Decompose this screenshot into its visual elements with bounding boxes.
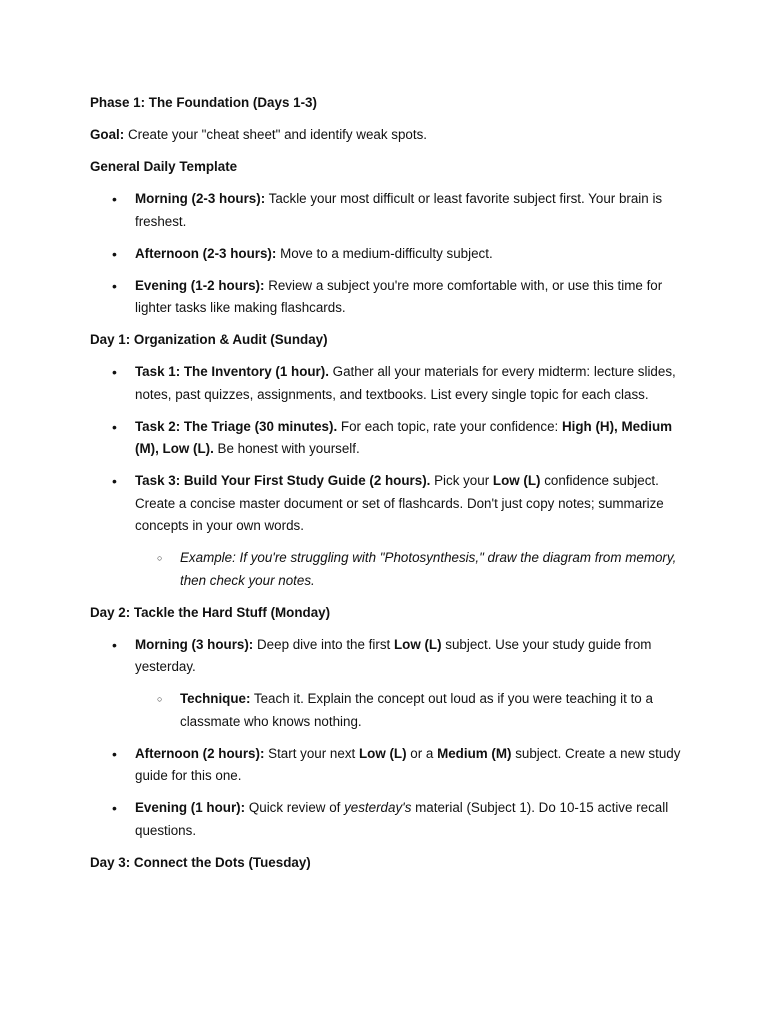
list-item [90, 634, 690, 734]
task3-text: Pick your [430, 473, 493, 488]
day2-list [90, 634, 690, 843]
task1-text: Gather all your materials for every midterm: lecture slides, notes, past quizzes, assignments, and textbooks. List every single topic for each class. [135, 364, 676, 402]
task1-label: Task 1: The Inventory (1 hour). [135, 364, 329, 379]
list-item [90, 361, 690, 406]
task2-text-end: Be honest with yourself. [213, 441, 360, 456]
list-item [90, 797, 690, 842]
item-text: Tackle your most difficult or least favorite subject first. Your brain is freshest. [135, 191, 663, 229]
example-text: Example: If you're struggling with "Photosynthesis," draw the diagram from memory, then check your notes. [180, 550, 677, 588]
evening-text-end: material (Subject 1). Do 10-15 active recall questions. [135, 800, 669, 838]
afternoon-low-label: Low (L) [358, 745, 407, 761]
task3-sublist [135, 547, 690, 592]
afternoon-text-end: subject. Create a new study guide for this one. [135, 745, 681, 783]
item-text: Move to a medium-difficulty subject. [276, 245, 493, 261]
morning-text: Deep dive into the first [253, 636, 394, 652]
technique-label: Technique: [180, 691, 251, 706]
day1-list [90, 361, 690, 592]
task3-low-label: Low (L) [492, 473, 541, 488]
evening-italic: yesterday's [344, 800, 412, 815]
item-text: Review a subject you're more comfortable with, or use this time for lighter tasks like making flashcards. [135, 277, 663, 315]
template-heading: General Daily Template [90, 159, 238, 174]
document-page [90, 92, 690, 884]
afternoon-label: Afternoon (2 hours): [135, 745, 265, 761]
goal-label: Goal: [90, 127, 125, 142]
sub-list-item [135, 547, 690, 592]
list-item [90, 416, 690, 461]
item-label: Evening (1-2 hours): [135, 277, 265, 293]
day1-heading: Day 1: Organization & Audit (Sunday) [90, 332, 328, 347]
morning-text-end: subject. Use your study guide from yesterday. [135, 636, 652, 674]
technique-text: Teach it. Explain the concept out loud as if you were teaching it to a classmate who knows nothing. [180, 691, 653, 729]
task2-text: For each topic, rate your confidence: [337, 418, 562, 434]
template-list [90, 188, 690, 320]
morning-label: Morning (3 hours): [135, 636, 254, 652]
evening-text: Quick review of [245, 800, 345, 815]
day3-heading: Day 3: Connect the Dots (Tuesday) [90, 854, 311, 870]
morning-low-label: Low (L) [393, 636, 442, 652]
item-label: Morning (2-3 hours): [135, 191, 266, 206]
task3-label: Task 3: Build Your First Study Guide (2 hours). [135, 473, 431, 488]
morning-sublist [135, 688, 690, 733]
list-item [90, 243, 690, 266]
list-item [90, 275, 690, 320]
list-item [90, 470, 690, 592]
day2-heading: Day 2: Tackle the Hard Stuff (Monday) [90, 604, 331, 620]
goal-line [90, 124, 690, 147]
phase-title: Phase 1: The Foundation (Days 1-3) [90, 95, 317, 110]
afternoon-text-mid: or a [406, 745, 438, 761]
afternoon-text: Start your next [264, 745, 359, 761]
item-label: Afternoon (2-3 hours): [135, 245, 277, 261]
sub-list-item [135, 688, 690, 733]
list-item [90, 188, 690, 233]
goal-text: Create your "cheat sheet" and identify weak spots. [124, 127, 428, 142]
list-item [90, 743, 690, 788]
afternoon-medium-label: Medium (M) [437, 745, 512, 761]
evening-label: Evening (1 hour): [135, 800, 246, 815]
task3-text-end: confidence subject. Create a concise master document or set of flashcards. Don't just copy notes; summarize concepts in your own words. [135, 473, 664, 533]
task2-label: Task 2: The Triage (30 minutes). [135, 418, 338, 434]
task2-confidence-levels: High (H), Medium (M), Low (L). [135, 418, 673, 456]
